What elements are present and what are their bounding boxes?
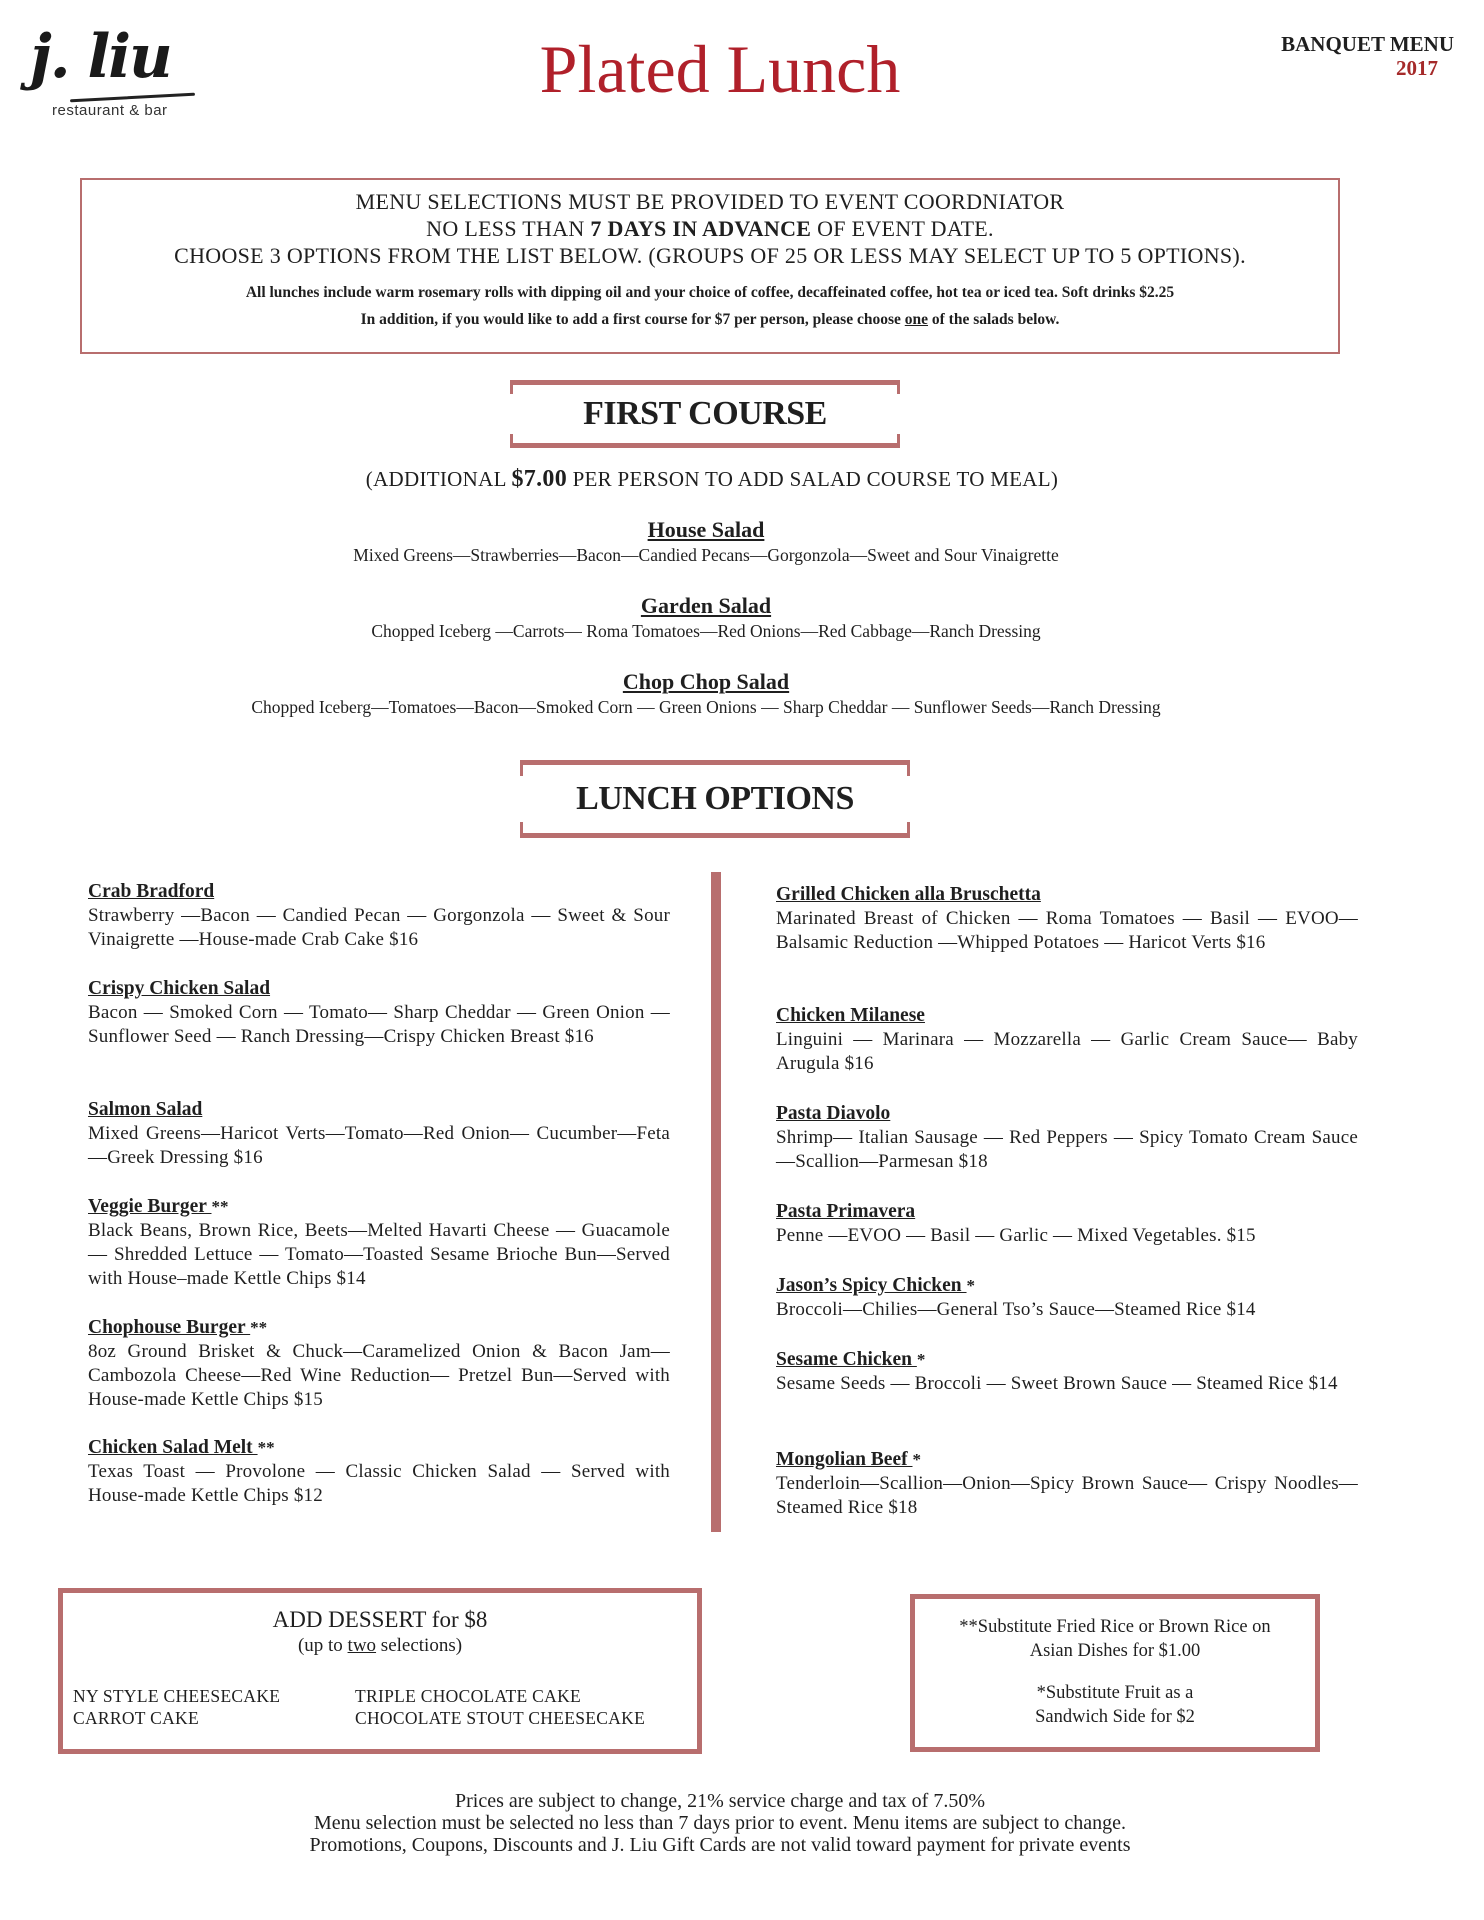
menu-item-name: Chicken Salad Melt <box>88 1437 258 1458</box>
notice-line-2 <box>82 215 1338 242</box>
substitution-line: **Substitute Fried Rice or Brown Rice on <box>959 1617 1271 1637</box>
footer <box>0 1790 1440 1856</box>
notice-deadline: 7 DAYS IN ADVANCE <box>590 216 812 241</box>
menu-item-mark: ** <box>257 1438 275 1457</box>
menu-item <box>88 1098 670 1170</box>
menu-item-description: Texas Toast — Provolone — Classic Chicken Salad — Served with House-made Kettle Chips $12 <box>88 1461 670 1506</box>
salad-note-post: PER PERSON TO ADD SALAD COURSE TO MEAL) <box>572 467 1059 491</box>
menu-item-description: Penne —EVOO — Basil — Garlic — Mixed Vegetables. $15 <box>776 1225 1256 1246</box>
menu-item-description: 8oz Ground Brisket & Chuck—Caramelized Onion & Bacon Jam—Cambozola Cheese—Red Wine Reduction— Pretzel Bun—Served with House-made Kettle Chips $15 <box>88 1341 670 1410</box>
salad-description: Chopped Iceberg—Tomatoes—Bacon—Smoked Corn — Green Onions — Sharp Cheddar — Sunflower Seeds—Ranch Dressing <box>251 697 1161 717</box>
menu-item-description: Mixed Greens—Haricot Verts—Tomato—Red Onion— Cucumber—Feta —Greek Dressing $16 <box>88 1123 670 1168</box>
lunch-options-banner <box>520 760 910 838</box>
menu-item-mark: ** <box>250 1318 268 1337</box>
menu-item <box>88 1195 670 1291</box>
banquet-menu-text: BANQUET MENU <box>1281 32 1454 56</box>
notice-inclusions: All lunches include warm rosemary rolls with dipping oil and your choice of coffee, decaffeinated coffee, hot tea or iced tea. Soft drinks $2.25 <box>245 284 1175 301</box>
salad-name: Garden Salad <box>640 593 772 618</box>
menu-item-description: Black Beans, Brown Rice, Beets—Melted Havarti Cheese — Guacamole — Shredded Lettuce — Tomato—Toasted Sesame Brioche Bun—Served with House–made Kettle Chips $14 <box>88 1220 670 1289</box>
substitution-line: *Substitute Fruit as a <box>1036 1683 1194 1703</box>
menu-item-name: Pasta Primavera <box>776 1201 916 1222</box>
notice-first-course-post: of the salads below. <box>931 311 1060 328</box>
salad-name: House Salad <box>647 517 765 542</box>
footer-line: Prices are subject to change, 21% service charge and tax of 7.50% <box>455 1790 985 1812</box>
banquet-menu-label <box>1281 32 1454 80</box>
menu-item-mark: ** <box>211 1197 229 1216</box>
menu-item-mark: * <box>912 1450 921 1469</box>
substitution-line: Asian Dishes for $1.00 <box>1029 1641 1201 1661</box>
notice-line-2-pre: NO LESS THAN <box>426 216 585 241</box>
menu-item-description: Bacon — Smoked Corn — Tomato— Sharp Cheddar — Green Onion — Sunflower Seed — Ranch Dressing—Crispy Chicken Breast $16 <box>88 1002 670 1047</box>
salad-description: Chopped Iceberg —Carrots— Roma Tomatoes—Red Onions—Red Cabbage—Ranch Dressing <box>371 621 1041 641</box>
menu-item-description: Strawberry —Bacon — Candied Pecan — Gorgonzola — Sweet & Sour Vinaigrette —House-made Crab Cake $16 <box>88 905 670 950</box>
menu-item-name: Grilled Chicken alla Bruschetta <box>776 884 1041 905</box>
menu-item-description: Linguini — Marinara — Mozzarella — Garlic Cream Sauce— Baby Arugula $16 <box>776 1029 1358 1074</box>
notice-line-1: MENU SELECTIONS MUST BE PROVIDED TO EVENT COORDNIATOR <box>355 189 1065 214</box>
menu-item-description: Sesame Seeds — Broccoli — Sweet Brown Sauce — Steamed Rice $14 <box>776 1373 1338 1394</box>
menu-item <box>88 1436 670 1508</box>
lunch-options-heading: LUNCH OPTIONS <box>576 780 854 817</box>
menu-item <box>88 1316 670 1412</box>
menu-item <box>776 1348 1358 1396</box>
notice-first-course-one: one <box>904 311 929 328</box>
column-divider <box>711 872 721 1532</box>
menu-item <box>88 977 670 1049</box>
dessert-option: TRIPLE CHOCOLATE CAKE <box>355 1686 582 1706</box>
salad-note-pre: (ADDITIONAL <box>365 467 506 491</box>
salad-item <box>0 592 1412 642</box>
menu-item-name: Pasta Diavolo <box>776 1103 891 1124</box>
substitutions-box <box>910 1594 1320 1752</box>
dessert-sub-pre: (up to <box>297 1635 343 1656</box>
page-title: Plated Lunch <box>539 31 901 107</box>
salad-note-price: $7.00 <box>511 466 567 492</box>
menu-item-name: Veggie Burger <box>88 1196 212 1217</box>
menu-item-name: Mongolian Beef <box>776 1449 913 1470</box>
dessert-sub-post: selections) <box>380 1635 463 1656</box>
menu-item-name: Crispy Chicken Salad <box>88 978 271 999</box>
notice-first-course-pre: In addition, if you would like to add a first course for $7 per person, please choose <box>360 311 901 328</box>
dessert-subtitle <box>63 1635 697 1657</box>
footer-line: Menu selection must be selected no less than 7 days prior to event. Menu items are subject to change. <box>313 1812 1126 1834</box>
salad-item <box>0 516 1412 566</box>
salad-name: Chop Chop Salad <box>622 669 790 694</box>
banquet-menu-year: 2017 <box>1396 56 1438 80</box>
menu-item <box>776 1448 1358 1520</box>
footer-line: Promotions, Coupons, Discounts and J. Liu Gift Cards are not valid toward payment for private events <box>309 1834 1131 1856</box>
menu-item-name: Jason’s Spicy Chicken <box>776 1275 967 1296</box>
notice-line-2-post: OF EVENT DATE. <box>817 216 994 241</box>
salad-item <box>0 668 1412 718</box>
dessert-option: CHOCOLATE STOUT CHEESECAKE <box>355 1708 646 1728</box>
dessert-box <box>58 1588 702 1754</box>
dessert-option: CARROT CAKE <box>73 1708 199 1728</box>
menu-item-name: Sesame Chicken <box>776 1349 917 1370</box>
logo-mark: j. liu <box>30 22 171 92</box>
menu-item-description: Tenderloin—Scallion—Onion—Spicy Brown Sauce— Crispy Noodles—Steamed Rice $18 <box>776 1473 1358 1518</box>
menu-item-mark: * <box>916 1350 926 1369</box>
menu-item-mark: * <box>966 1276 976 1295</box>
menu-item <box>776 1200 1358 1248</box>
notice-box <box>80 178 1340 354</box>
notice-first-course <box>82 306 1338 333</box>
substitution-line: Sandwich Side for $2 <box>1035 1707 1195 1727</box>
menu-item <box>776 1102 1358 1174</box>
first-course-banner <box>510 380 900 448</box>
salad-description: Mixed Greens—Strawberries—Bacon—Candied Pecans—Gorgonzola—Sweet and Sour Vinaigrette <box>353 545 1059 565</box>
dessert-sub-two: two <box>347 1635 377 1656</box>
dessert-title: ADD DESSERT for $8 <box>272 1607 488 1632</box>
dessert-option: NY STYLE CHEESECAKE <box>73 1686 281 1706</box>
logo-subtitle: restaurant & bar <box>52 102 168 119</box>
menu-item-description: Broccoli—Chilies—General Tso’s Sauce—Steamed Rice $14 <box>776 1299 1256 1320</box>
menu-item-name: Crab Bradford <box>88 881 215 902</box>
menu-item-name: Chophouse Burger <box>88 1317 251 1338</box>
menu-item-description: Shrimp— Italian Sausage — Red Peppers — Spicy Tomato Cream Sauce —Scallion—Parmesan $18 <box>776 1127 1358 1172</box>
menu-item-name: Salmon Salad <box>88 1099 203 1120</box>
notice-line-3: CHOOSE 3 OPTIONS FROM THE LIST BELOW. (GROUPS OF 25 OR LESS MAY SELECT UP TO 5 OPTIONS). <box>174 243 1246 268</box>
menu-item <box>776 883 1358 955</box>
salad-course-note <box>0 466 1424 493</box>
menu-item <box>88 880 670 952</box>
first-course-heading: FIRST COURSE <box>583 395 827 432</box>
menu-item <box>776 1274 1358 1322</box>
menu-item-name: Chicken Milanese <box>776 1005 925 1026</box>
menu-item-description: Marinated Breast of Chicken — Roma Tomatoes — Basil — EVOO—Balsamic Reduction —Whipped Potatoes — Haricot Verts $16 <box>776 908 1358 953</box>
menu-item <box>776 1004 1358 1076</box>
